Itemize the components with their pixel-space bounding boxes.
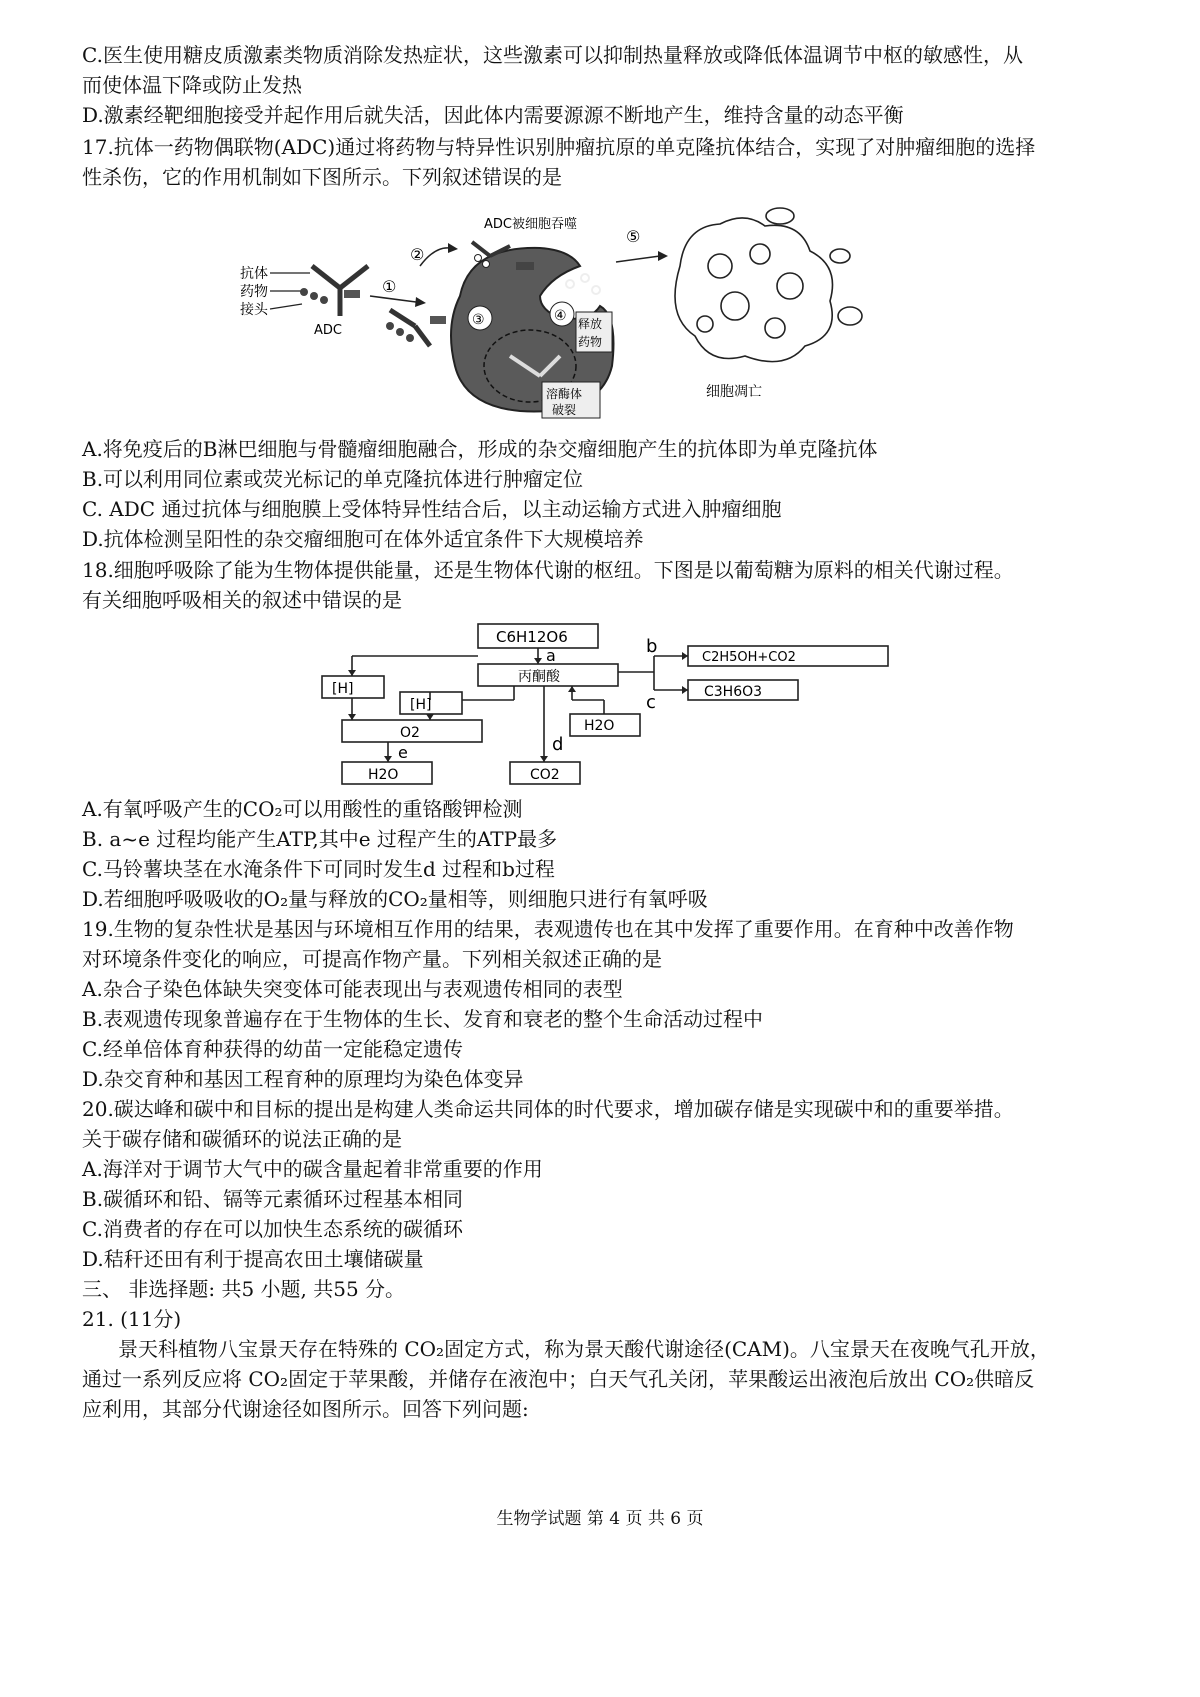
step-3: ③ [472,312,485,328]
q20-option-b: B.碳循环和铅、镉等元素循环过程基本相同 [82,1187,464,1211]
q18-stem-line2: 有关细胞呼吸相关的叙述中错误的是 [82,588,402,612]
q21-para-line3: 应利用，其部分代谢途径如图所示。回答下列问题: [82,1397,529,1421]
q19-option-b: B.表观遗传现象普遍存在于生物体的生长、发育和衰老的整个生命活动过程中 [82,1007,764,1031]
q18-option-b: B. a~e 过程均能产生ATP,其中e 过程产生的ATP最多 [82,827,558,851]
h-label-2: [H] [410,697,432,713]
co2-label: CO2 [530,767,560,783]
q16-option-d: D.激素经靶细胞接受并起作用后就失活，因此体内需要源源不断地产生，维持含量的动态平衡 [82,103,904,127]
q21-para-line2: 通过一系列反应将 CO₂固定于苹果酸，并储存在液泡中；白天气孔关闭，苹果酸运出液泡后放出 CO₂供暗反 [82,1367,1035,1391]
step-c-label: c [646,692,656,713]
label-antibody: 抗体 [240,266,268,282]
q17-option-d: D.抗体检测呈阳性的杂交瘤细胞可在体外适宜条件下大规模培养 [82,527,644,551]
q20-option-c: C.消费者的存在可以加快生态系统的碳循环 [82,1217,463,1241]
q20-stem-line1: 20.碳达峰和碳中和目标的提出是构建人类命运共同体的时代要求，增加碳存储是实现碳中和的重要举措。 [82,1097,1014,1121]
q18-option-d: D.若细胞呼吸吸收的O₂量与释放的CO₂量相等，则细胞只进行有氧呼吸 [82,887,708,911]
step-4: ④ [554,308,567,324]
q19-option-c: C.经单倍体育种获得的幼苗一定能稳定遗传 [82,1037,463,1061]
step-e-label: e [398,743,408,762]
q17-option-a: A.将免疫后的B淋巴细胞与骨髓瘤细胞融合，形成的杂交瘤细胞产生的抗体即为单克隆抗体 [82,437,878,461]
h-label-1: [H] [332,681,354,697]
section-3-heading: 三、 非选择题: 共5 小题, 共55 分。 [82,1277,406,1301]
adc-mechanism-figure [240,206,900,426]
adc-molecule [300,266,368,316]
q18-option-a: A.有氧呼吸产生的CO₂可以用酸性的重铬酸钾检测 [82,797,523,821]
h2o-bottom-label: H2O [368,767,399,783]
q17-option-c: C. ADC 通过抗体与细胞膜上受体特异性结合后，以主动运输方式进入肿瘤细胞 [82,497,782,521]
q21-number: 21. (11分) [82,1307,182,1331]
q17-stem-line2: 性杀伤，它的作用机制如下图所示。下列叙述错误的是 [82,165,562,189]
step-b-label: b [646,636,658,657]
label-adc: ADC [314,323,342,338]
pyruvate-label: 丙酮酸 [518,669,560,685]
step-5: ⑤ [626,227,641,246]
label-release-1: 释放 [578,317,603,331]
apoptotic-cell [675,208,862,362]
q17-option-b: B.可以利用同位素或荧光标记的单克隆抗体进行肿瘤定位 [82,467,584,491]
label-linker: 接头 [240,302,268,318]
step-2: ② [410,245,425,264]
q18-option-c: C.马铃薯块茎在水淹条件下可同时发生d 过程和b过程 [82,857,555,881]
label-apoptosis: 细胞凋亡 [706,384,762,400]
respiration-figure [318,620,908,788]
q16-option-c-line1: C.医生使用糖皮质激素类物质消除发热症状，这些激素可以抑制热量释放或降低体温调节中枢的敏感性，从 [82,43,1023,67]
adc-molecule-bound [386,310,446,346]
label-lysosome-2: 破裂 [552,403,577,417]
q19-stem-line1: 19.生物的复杂性状是基因与环境相互作用的结果，表观遗传也在其中发挥了重要作用。在育种中改善作物 [82,917,1014,941]
ethanol-label: C2H5OH+CO2 [702,650,796,665]
lactate-label: C3H6O3 [704,684,763,700]
label-lysosome-1: 溶酶体 [546,387,583,401]
q17-stem-line1: 17.抗体一药物偶联物(ADC)通过将药物与特异性识别肿瘤抗原的单克隆抗体结合，实现了对肿瘤细胞的选择 [82,135,1036,159]
label-drug: 药物 [240,284,268,300]
label-release-2: 药物 [578,335,603,349]
q18-stem-line1: 18.细胞呼吸除了能为生物体提供能量，还是生物体代谢的枢纽。下图是以葡萄糖为原料的相关代谢过程。 [82,558,1014,582]
q20-stem-line2: 关于碳存储和碳循环的说法正确的是 [82,1127,402,1151]
q20-option-a: A.海洋对于调节大气中的碳含量起着非常重要的作用 [82,1157,543,1181]
step-d-label: d [552,734,564,755]
h2o-mid-label: H2O [584,718,615,734]
q19-stem-line2: 对环境条件变化的响应，可提高作物产量。下列相关叙述正确的是 [82,947,662,971]
q20-option-d: D.秸秆还田有利于提高农田土壤储碳量 [82,1247,424,1271]
label-engulf: ADC被细胞吞噬 [484,217,577,232]
page-footer: 生物学试题 第 4 页 共 6 页 [496,1509,704,1529]
q19-option-a: A.杂合子染色体缺失突变体可能表现出与表观遗传相同的表型 [82,977,623,1001]
step-a-label: a [546,646,556,665]
q16-option-c-line2: 而使体温下降或防止发热 [82,73,302,97]
glucose-label: C6H12O6 [496,628,568,646]
o2-label: O2 [400,725,420,741]
q19-option-d: D.杂交育种和基因工程育种的原理均为染色体变异 [82,1067,524,1091]
q21-para-line1: 景天科植物八宝景天存在特殊的 CO₂固定方式，称为景天酸代谢途径(CAM)。八宝景天在夜晚气孔开放， [118,1337,1050,1361]
step-1: ① [382,277,397,296]
